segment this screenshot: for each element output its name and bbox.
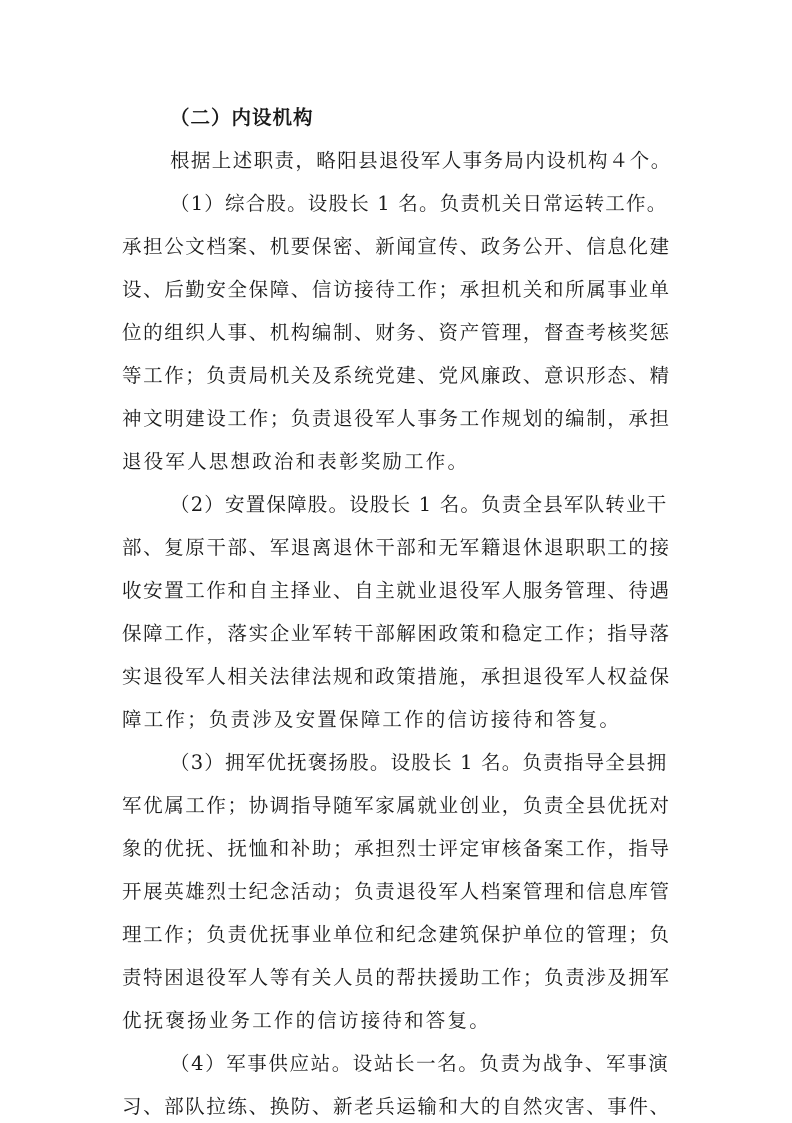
paragraph-line: （2）安置保障股。设股长 1 名。负责全县军队转业干: [170, 493, 668, 516]
paragraph-line: 收安置工作和自主择业、自主就业退役军人服务管理、待遇: [122, 579, 671, 602]
paragraph-line: （3）拥军优抚褒扬股。设股长 1 名。负责指导全县拥: [170, 751, 668, 774]
paragraph-line: 军优属工作；协调指导随军家属就业创业，负责全县优抚对: [122, 794, 671, 817]
paragraph-line: 设、后勤安全保障、信访接待工作；承担机关和所属事业单: [122, 278, 671, 301]
paragraph-line: 开展英雄烈士纪念活动；负责退役军人档案管理和信息库管: [122, 880, 671, 903]
paragraph-line: 位的组织人事、机构编制、财务、资产管理，督查考核奖惩: [122, 321, 671, 344]
paragraph-line: （4）军事供应站。设站长一名。负责为战争、军事演: [170, 1052, 670, 1075]
paragraph-line: 实退役军人相关法律法规和政策措施，承担退役军人权益保: [122, 665, 671, 688]
paragraph-line: 等工作；负责局机关及系统党建、党风廉政、意识形态、精: [122, 364, 671, 387]
paragraph-line: 理工作；负责优抚事业单位和纪念建筑保护单位的管理；负: [122, 923, 671, 946]
section-heading: （二）内设机构: [170, 106, 314, 129]
paragraph-line: 优抚褒扬业务工作的信访接待和答复。: [122, 1009, 491, 1032]
paragraph-line: 障工作；负责涉及安置保障工作的信访接待和答复。: [122, 708, 622, 731]
paragraph-line: 神文明建设工作；负责退役军人事务工作规划的编制，承担: [122, 407, 671, 430]
paragraph-line: 象的优抚、抚恤和补助；承担烈士评定审核备案工作，指导: [122, 837, 671, 860]
paragraph-line: 根据上述职责，略阳县退役军人事务局内设机构４个。: [170, 149, 672, 172]
paragraph-line: （1）综合股。设股长 1 名。负责机关日常运转工作。: [170, 192, 668, 215]
paragraph-line: 承担公文档案、机要保密、新闻宣传、政务公开、信息化建: [122, 235, 671, 258]
paragraph-line: 习、部队拉练、换防、新老兵运输和大的自然灾害、事件、: [122, 1095, 671, 1118]
paragraph-line: 部、复原干部、军退离退休干部和无军籍退休退职职工的接: [122, 536, 671, 559]
paragraph-line: 保障工作，落实企业军转干部解困政策和稳定工作；指导落: [122, 622, 671, 645]
paragraph-line: 退役军人思想政治和表彰奖励工作。: [122, 450, 470, 473]
paragraph-line: 责特困退役军人等有关人员的帮扶援助工作；负责涉及拥军: [122, 966, 671, 989]
